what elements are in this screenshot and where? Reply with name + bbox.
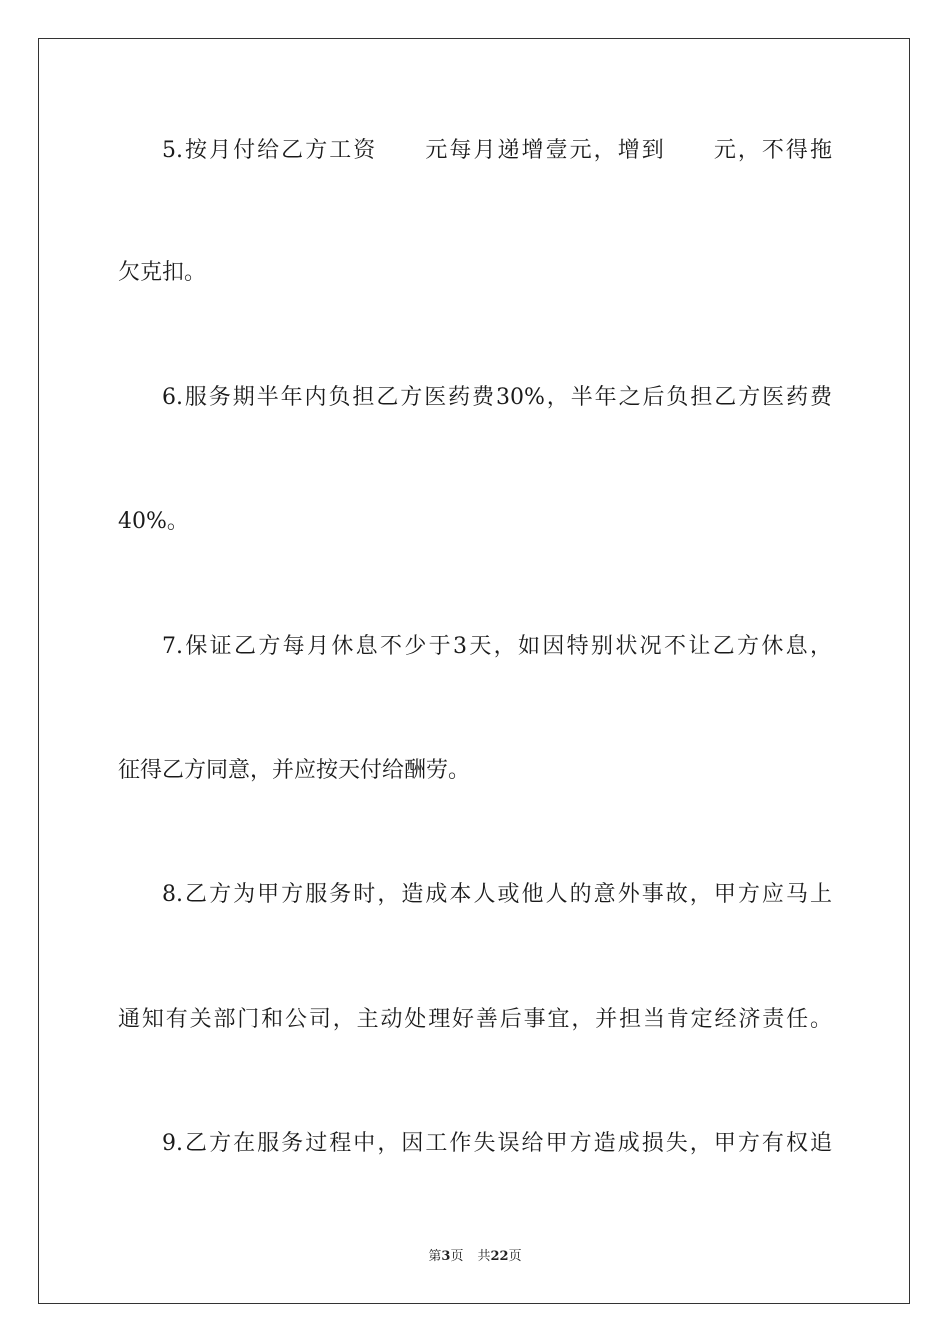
clause-5-part-a: 5.按月付给乙方工资: [162, 138, 378, 163]
paragraph-5-line-2: 欠克扣。: [118, 260, 207, 285]
clause-5-part-c: 元，不得拖: [711, 138, 832, 163]
paragraph-6-line-2: 40%。: [118, 509, 189, 534]
total-suffix: 页: [508, 1249, 522, 1264]
page-number: 3: [441, 1249, 451, 1264]
paragraph-5-line-1: [118, 136, 832, 166]
paragraph-8-line-1: 8.乙方为甲方服务时，造成本人或他人的意外事故，甲方应马上: [162, 882, 832, 907]
paragraph-8-line-2: 通知有关部门和公司，主动处理好善后事宜，并担当肯定经济责任。: [118, 1007, 832, 1032]
page-suffix: 页: [450, 1249, 464, 1264]
total-pages: 22: [490, 1249, 509, 1264]
paragraph-7-line-1: 7.保证乙方每月休息不少于3天，如因特别状况不让乙方休息，: [162, 634, 832, 659]
paragraph-6-line-1: 6.服务期半年内负担乙方医药费30%，半年之后负担乙方医药费: [162, 385, 832, 410]
paragraph-9-line-1: 9.乙方在服务过程中，因工作失误给甲方造成损失，甲方有权追: [162, 1131, 832, 1156]
page-prefix: 第: [428, 1249, 442, 1264]
clause-5-part-b: 元每月递增壹元，增到: [423, 138, 666, 163]
paragraph-7-line-2: 征得乙方同意，并应按天付给酬劳。: [118, 758, 471, 783]
page-footer: [0, 1248, 950, 1266]
total-prefix: 共: [477, 1249, 491, 1264]
page-border: [38, 38, 910, 1304]
